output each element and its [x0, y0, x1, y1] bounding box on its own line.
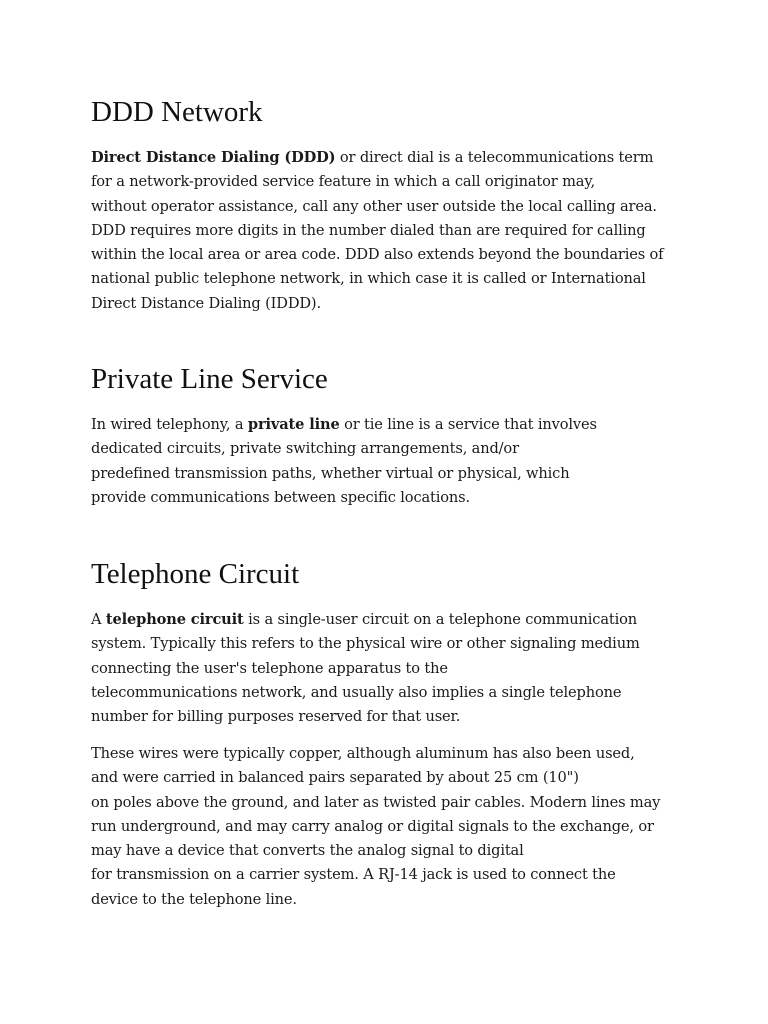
bold-term-ddd: Direct Distance Dialing (DDD) [91, 149, 336, 166]
text-line: Direct Distance Dialing (IDDD). [91, 294, 321, 312]
paragraph-private-line-service [91, 413, 597, 510]
text-line: These wires were typically copper, although aluminum has also been used, [91, 745, 635, 762]
text-run: or tie line is a service that involves [339, 416, 597, 433]
text-run: is a single-user circuit on a telephone communication [243, 611, 637, 628]
text-line [91, 146, 663, 170]
paragraph-telephone-circuit-2 [91, 742, 660, 912]
text-line: run underground, and may carry analog or digital signals to the exchange, or [91, 817, 654, 835]
heading-telephone-circuit: Telephone Circuit [91, 558, 300, 590]
heading-ddd-network: DDD Network [91, 96, 263, 128]
text-run: In wired telephony, a [91, 416, 248, 433]
text-line: for a network-provided service feature in which a call originator may, [91, 173, 595, 191]
bold-term-private-line: private line [247, 416, 340, 433]
text-line: predefined transmission paths, whether virtual or physical, which [91, 464, 570, 482]
text-line: telecommunications network, and usually also implies a single telephone [91, 683, 622, 701]
text-run: or direct dial is a telecommunications term [335, 149, 654, 166]
paragraph-telephone-circuit-1 [91, 608, 640, 729]
text-line: provide communications between specific locations. [91, 488, 470, 506]
text-line: and were carried in balanced pairs separated by about 25 cm (10") [91, 769, 579, 787]
text-run: A [91, 611, 106, 628]
paragraph-ddd-network [91, 146, 663, 316]
text-line: system. Typically this refers to the physical wire or other signaling medium [91, 635, 640, 653]
text-line: on poles above the ground, and later as twisted pair cables. Modern lines may [91, 793, 661, 811]
bold-term-telephone-circuit: telephone circuit [105, 611, 244, 628]
text-line [91, 608, 640, 632]
text-line: connecting the user's telephone apparatus to the [91, 659, 448, 677]
text-line: national public telephone network, in which case it is called or International [91, 270, 646, 288]
text-line: within the local area or area code. DDD also extends beyond the boundaries of [91, 246, 664, 264]
text-line [91, 413, 597, 437]
text-line: without operator assistance, call any other user outside the local calling area. [91, 197, 657, 215]
text-line: may have a device that converts the analog signal to digital [91, 842, 524, 860]
text-line: DDD requires more digits in the number dialed than are required for calling [91, 221, 646, 239]
text-line: dedicated circuits, private switching arrangements, and/or [91, 440, 519, 458]
text-line: device to the telephone line. [91, 890, 297, 908]
text-line: number for billing purposes reserved for that user. [91, 708, 461, 726]
text-line: for transmission on a carrier system. A RJ-14 jack is used to connect the [91, 866, 616, 884]
heading-private-line-service: Private Line Service [91, 363, 328, 395]
